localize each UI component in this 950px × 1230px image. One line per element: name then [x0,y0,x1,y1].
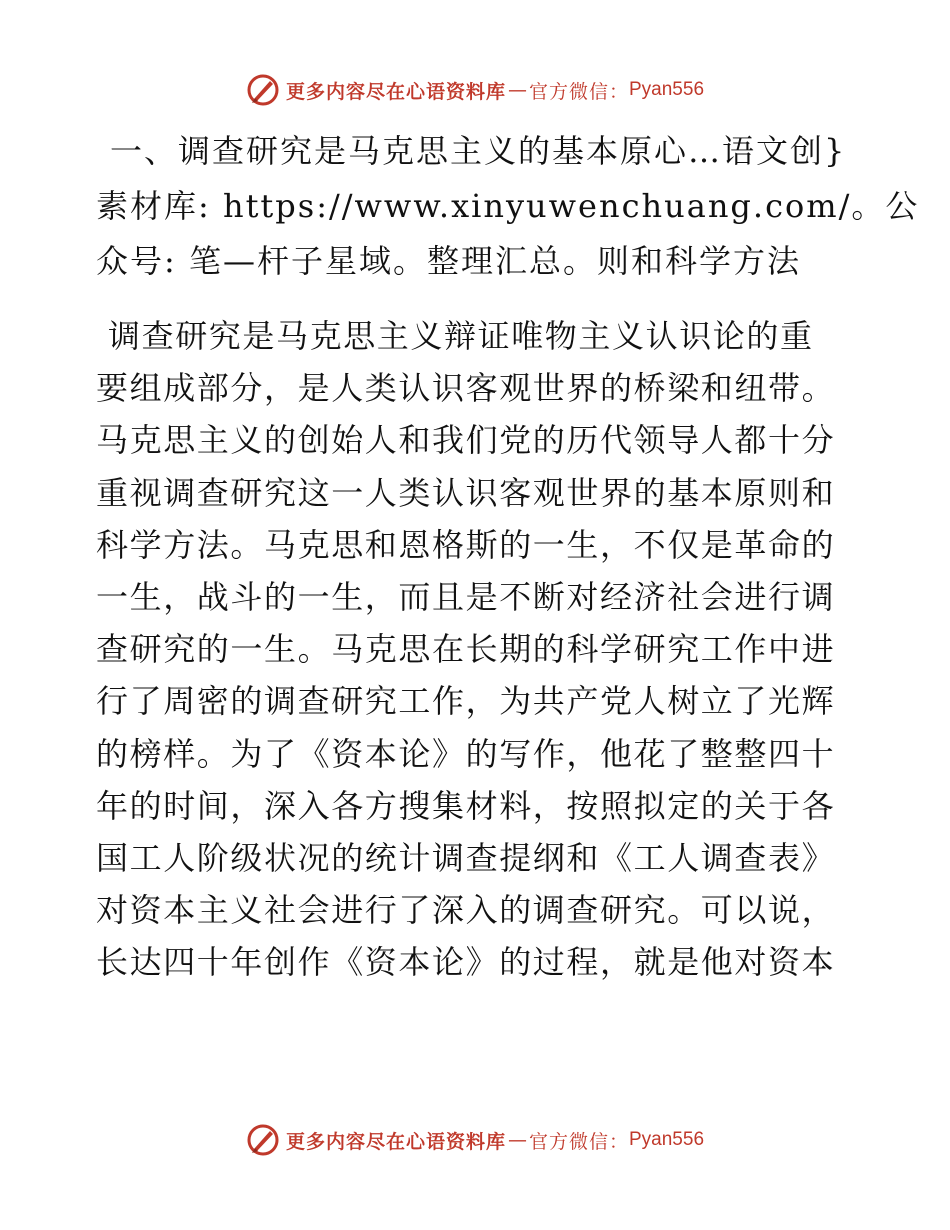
banner-slogan: 更多内容尽在心语资料库 [285,1130,506,1153]
body-line: 年的时间，深入各方搜集材料，按照拟定的关于各 [96,786,836,825]
body-line: 查研究的一生。马克思在长期的科学研究工作中进 [96,630,836,669]
quill-logo-icon [246,73,280,107]
section-heading [96,124,920,289]
body-line: 长达四十年创作《资本论》的过程，就是他对资本 [96,943,836,982]
banner-separator: — [507,1129,527,1151]
body-line: 一生，战斗的一生，而且是不断对经济社会进行调 [96,578,836,617]
banner-wechat-label: 官方微信： [528,1130,629,1153]
banner-separator: — [507,79,527,101]
footer-banner [0,1120,950,1160]
body-paragraph [96,310,856,989]
quill-logo-icon [246,1123,280,1157]
body-line: 国工人阶级状况的统计调查提纲和《工人调查表》 [96,839,836,878]
heading-line: 众号: 笔—杆子星域。整理汇总。则和科学方法 [96,242,801,280]
banner-wechat-id: Pyan556 [629,1129,705,1150]
body-line: 重视调查研究这一人类认识客观世界的基本原则和 [96,473,836,512]
banner-slogan: 更多内容尽在心语资料库 [285,80,506,103]
body-line: 调查研究是马克思主义辩证唯物主义认识论的重 [108,317,814,355]
body-line: 要组成部分，是人类认识客观世界的桥梁和纽带。 [96,369,836,408]
body-line: 马克思主义的创始人和我们党的历代领导人都十分 [96,421,836,460]
body-line: 行了周密的调查研究工作，为共产党人树立了光辉 [96,682,836,721]
body-line: 科学方法。马克思和恩格斯的一生，不仅是革命的 [96,525,836,564]
body-line: 的榜样。为了《资本论》的写作，他花了整整四十 [96,734,836,773]
body-line: 对资本主义社会进行了深入的调查研究。可以说， [96,891,836,930]
heading-line: 素材库: https://www.xinyuwenchuang.com/。公 [96,187,920,225]
banner-wechat-id: Pyan556 [629,79,705,100]
banner-wechat-label: 官方微信： [528,80,629,103]
header-banner [0,70,950,110]
heading-line: 一、调查研究是马克思主义的基本原心…语文创} [110,132,847,170]
